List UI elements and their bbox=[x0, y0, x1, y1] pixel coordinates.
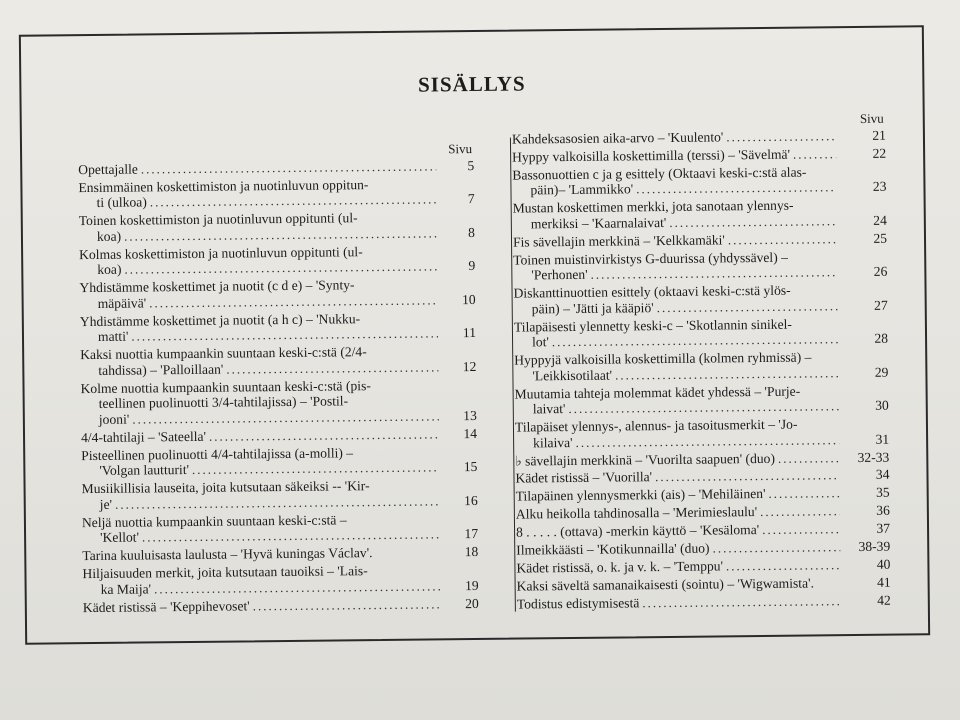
toc-page-number: 34 bbox=[875, 467, 890, 483]
toc-entry-title bbox=[514, 316, 838, 351]
toc-entry-text: je' bbox=[99, 496, 113, 512]
toc-page-number: 9 bbox=[468, 258, 476, 274]
toc-entry-text: 4/4-tahtilaji – 'Sateella' bbox=[80, 428, 207, 446]
toc-entry-title bbox=[79, 243, 437, 278]
toc-entry-text: Neljä nuottia kumpaankin suuntaan keski-c:stä – bbox=[81, 512, 347, 530]
page-column-label: Sivu bbox=[448, 141, 473, 157]
toc-entry-text: Alku heikolla tahdinosalla – 'Merimieslaulu' bbox=[515, 504, 758, 522]
toc-entry-title bbox=[80, 310, 438, 345]
dot-leader bbox=[142, 527, 440, 546]
toc-page-number: 42 bbox=[877, 592, 891, 608]
toc-entry-text: päin) – 'Jätti ja kääpiö' bbox=[531, 299, 654, 317]
toc-entry-line bbox=[81, 426, 439, 445]
right-entries bbox=[512, 128, 891, 612]
dot-leader bbox=[253, 596, 441, 614]
toc-entry-line bbox=[79, 192, 437, 211]
dot-leader bbox=[728, 231, 837, 248]
dot-leader bbox=[150, 192, 437, 211]
toc-entry-text: jooni' bbox=[98, 411, 130, 427]
toc-page-number: 11 bbox=[462, 325, 477, 341]
toc-entry-text: Yhdistämme koskettimet ja nuotit (a h c) – 'Nukku- bbox=[79, 311, 361, 329]
toc-entry-title bbox=[78, 158, 436, 177]
toc-entry-text: kilaiva' bbox=[533, 434, 573, 451]
toc-entry-text: Musiikillisia lauseita, joita kutsutaan säkeiksi -- 'Kir- bbox=[81, 478, 370, 497]
toc-entry bbox=[513, 230, 887, 250]
dot-leader bbox=[568, 398, 838, 416]
toc-entry-text: Hyppy valkoisilla koskettimilla (terssi) – 'Sävelmä' bbox=[512, 146, 791, 165]
toc-entry-text: 'Volgan lautturit' bbox=[99, 462, 190, 479]
toc-entry-line bbox=[516, 521, 840, 540]
toc-entry-text: Kahdeksasosien aika-arvo – 'Kuulento' bbox=[511, 129, 724, 147]
dot-leader bbox=[669, 213, 837, 230]
toc-entry bbox=[515, 416, 889, 451]
toc-page-number: 26 bbox=[873, 263, 888, 280]
toc-entry-text: koa) bbox=[97, 262, 122, 278]
toc-entry-line bbox=[80, 292, 438, 311]
dot-leader bbox=[726, 557, 841, 574]
toc-entry-title bbox=[516, 503, 840, 522]
toc-entry-line bbox=[79, 225, 437, 244]
toc-entry-line bbox=[516, 557, 840, 576]
toc-entry-title bbox=[78, 176, 436, 211]
toc-entry bbox=[79, 276, 475, 311]
toc-entry-text: merkiksi – 'Kaarnalaivat' bbox=[530, 214, 667, 232]
toc-entry-text: Kädet ristissä – 'Keppihevoset' bbox=[82, 597, 250, 615]
left-column bbox=[78, 140, 479, 618]
toc-entry-line bbox=[80, 359, 438, 378]
toc-entry-line bbox=[513, 264, 837, 283]
toc-entry-text: Kaksi nuottia kumpaankin suuntaan keski-c:stä (2/4- bbox=[80, 344, 367, 363]
toc-entry bbox=[516, 539, 890, 559]
toc-entry-line bbox=[517, 593, 841, 612]
toc-entry-title bbox=[515, 450, 839, 469]
toc-entry-text: laivat' bbox=[532, 401, 566, 417]
toc-entry bbox=[82, 544, 478, 564]
toc-entry-title bbox=[515, 383, 839, 418]
dot-leader bbox=[615, 365, 838, 383]
toc-entry-title bbox=[80, 344, 438, 379]
toc-entry-title bbox=[513, 282, 837, 317]
toc-page-number: 27 bbox=[874, 297, 888, 313]
toc-entry-text: Kädet ristissä – 'Vuorilla' bbox=[515, 469, 653, 487]
toc-page-number: 5 bbox=[467, 157, 475, 174]
toc-page-number: 38-39 bbox=[858, 538, 891, 554]
toc-entry-title bbox=[79, 277, 437, 312]
toc-entry bbox=[517, 592, 891, 612]
toc-entry bbox=[515, 382, 889, 417]
toc-entry bbox=[512, 146, 886, 166]
toc-entry-text: Pisteellinen puolinuotti 4/4-tahtilajissa (a-molli) – bbox=[81, 445, 354, 463]
toc-entry-line bbox=[80, 326, 438, 345]
toc-entry-line bbox=[512, 146, 836, 165]
toc-entry-line bbox=[515, 398, 839, 417]
toc-entry-line bbox=[83, 596, 441, 615]
toc-entry bbox=[78, 176, 474, 211]
toc-entry-title bbox=[82, 562, 440, 597]
toc-page-number: 32-33 bbox=[857, 449, 890, 465]
dot-leader bbox=[726, 128, 836, 145]
contents-frame bbox=[19, 25, 930, 644]
dot-leader bbox=[192, 460, 440, 478]
dot-leader bbox=[655, 468, 840, 486]
toc-entry-title bbox=[83, 596, 441, 615]
toc-entry-text: tahdissa) – 'Palloillaan' bbox=[98, 361, 224, 378]
toc-entry-title bbox=[516, 557, 840, 576]
toc-page-number: 40 bbox=[876, 556, 891, 572]
toc-entry bbox=[82, 477, 478, 512]
toc-page-number: 10 bbox=[461, 291, 476, 308]
toc-page-number: 8 bbox=[468, 224, 476, 241]
toc-entry bbox=[512, 128, 886, 148]
toc-entry bbox=[81, 444, 477, 479]
right-column bbox=[512, 110, 891, 614]
toc-entry-text: matti' bbox=[97, 329, 129, 345]
toc-entry bbox=[515, 467, 889, 487]
toc-entry-text: Opettajalle bbox=[78, 161, 138, 178]
toc-page-number: 20 bbox=[465, 595, 479, 611]
dot-leader bbox=[124, 259, 437, 278]
dot-leader bbox=[115, 493, 440, 512]
toc-entry-title bbox=[515, 416, 839, 451]
toc-page-number: 22 bbox=[872, 145, 887, 161]
toc-entry bbox=[516, 557, 890, 577]
toc-entry bbox=[83, 596, 479, 616]
toc-page-number: 41 bbox=[876, 574, 891, 590]
toc-entry-title bbox=[82, 511, 440, 546]
toc-page-number: 7 bbox=[467, 191, 475, 207]
toc-entry-line bbox=[515, 468, 839, 487]
toc-entry-line bbox=[513, 231, 837, 250]
toc-entry-text: Ensimmäinen koskettimiston ja nuotinluvun oppitun- bbox=[78, 176, 369, 196]
toc-page-number: 18 bbox=[464, 544, 479, 560]
toc-entry-line bbox=[514, 331, 838, 350]
toc-entry-title bbox=[516, 539, 840, 558]
toc-entry bbox=[80, 377, 476, 428]
dot-leader bbox=[576, 432, 840, 450]
page-title: SISÄLLYS bbox=[417, 71, 526, 97]
toc-entry-line bbox=[81, 408, 439, 427]
toc-page-number: 19 bbox=[464, 577, 479, 593]
toc-entry-title bbox=[512, 164, 836, 199]
dot-leader bbox=[149, 292, 438, 311]
toc-entry bbox=[80, 343, 476, 378]
toc-page-number: 15 bbox=[463, 459, 478, 475]
toc-entry bbox=[516, 521, 890, 541]
toc-entry bbox=[80, 310, 476, 345]
toc-entry-text: Kolmas koskettimiston ja nuotinluvun oppitunti (ul- bbox=[79, 244, 363, 262]
toc-entry-text: Diskanttinuottien esittely (oktaavi keski-c:stä ylös- bbox=[513, 282, 791, 301]
toc-entry-line bbox=[516, 503, 840, 522]
toc-entry-line bbox=[515, 432, 839, 451]
toc-entry-title bbox=[515, 468, 839, 487]
toc-entry-line bbox=[517, 575, 841, 594]
toc-entry-text: päin)– 'Lammikko' bbox=[530, 181, 634, 198]
dot-leader bbox=[154, 578, 441, 597]
toc-entry-text: ti (ulkoa) bbox=[96, 194, 147, 211]
toc-entry-title bbox=[513, 231, 837, 250]
toc-entry-line bbox=[82, 493, 440, 512]
toc-entry bbox=[79, 243, 475, 278]
toc-entry-text: ♭ sävellajin merkkinä – 'Vuorilta saapuen' (duo) bbox=[515, 450, 776, 469]
toc-entry-text: Kädet ristissä, o. k. ja v. k. – 'Temppu' bbox=[516, 558, 724, 576]
dot-leader bbox=[209, 426, 439, 444]
toc-entry-line bbox=[513, 213, 837, 232]
toc-page-number: 25 bbox=[873, 230, 888, 246]
left-entries bbox=[78, 158, 479, 615]
toc-entry-text: 8 . . . . . (ottava) -merkin käyttö – 'Kesäloma' bbox=[515, 522, 760, 540]
dot-leader bbox=[141, 158, 437, 177]
toc-page-number: 30 bbox=[875, 397, 889, 413]
toc-page-number: 28 bbox=[874, 330, 889, 347]
toc-entry-line bbox=[515, 450, 839, 469]
toc-entry-text: Kolme nuottia kumpaankin suuntaan keski-c:stä (pis- bbox=[80, 377, 371, 396]
toc-entry-text: Toinen muistinvirkistys G-duurissa (yhdyssävel) – bbox=[513, 249, 788, 268]
toc-entry-title bbox=[512, 128, 836, 147]
toc-entry-text: 'Kellot' bbox=[100, 529, 140, 546]
toc-page-number: 24 bbox=[873, 212, 887, 228]
toc-entry-line bbox=[512, 180, 836, 199]
toc-entry-text: Bassonuottien c ja g esittely (Oktaavi keski-c:stä alas- bbox=[512, 164, 807, 183]
toc-entry-title bbox=[82, 545, 440, 564]
toc-entry-text: Tilapäiset ylennys-, alennus- ja tasoitusmerkit – 'Jo- bbox=[514, 416, 798, 435]
toc-entry-text: lot' bbox=[531, 334, 549, 350]
toc-entry-title bbox=[80, 377, 438, 428]
toc-entry bbox=[514, 315, 888, 350]
toc-page-number: 35 bbox=[876, 484, 890, 501]
toc-entry-line bbox=[82, 545, 440, 564]
toc-entry bbox=[513, 282, 887, 317]
toc-entry bbox=[517, 574, 891, 594]
dot-leader bbox=[642, 593, 841, 611]
toc-entry-title bbox=[517, 593, 841, 612]
toc-entry bbox=[516, 503, 890, 523]
dot-leader bbox=[793, 146, 836, 162]
toc-entry bbox=[512, 163, 886, 198]
toc-entry-text: Tarina kuuluisasta laulusta – 'Hyvä kuningas Václav'. bbox=[82, 545, 373, 564]
dot-leader bbox=[657, 298, 838, 315]
toc-entry-text: Kaksi säveltä samanaikaisesti (sointu) – 'Wigwamista'. bbox=[516, 575, 815, 594]
toc-entry-line bbox=[82, 527, 440, 546]
toc-entry-text: Fis sävellajin merkkinä – 'Kelkkamäki' bbox=[512, 232, 725, 250]
toc-entry-title bbox=[82, 478, 440, 513]
toc-entry-title bbox=[81, 444, 439, 479]
toc-entry-title bbox=[514, 349, 838, 384]
toc-entry-text: Tilapäinen ylennysmerkki (ais) – 'Mehiläinen' bbox=[515, 486, 766, 504]
toc-entry-title bbox=[513, 249, 837, 284]
dot-leader bbox=[712, 539, 840, 556]
toc-entry bbox=[82, 562, 478, 597]
toc-entry bbox=[82, 511, 478, 546]
page-column-label: Sivu bbox=[859, 110, 884, 126]
toc-page-number: 29 bbox=[874, 364, 889, 380]
dot-leader bbox=[778, 450, 840, 466]
toc-entry-text: Muutamia tahteja molemmat kädet yhdessä – 'Purje- bbox=[514, 383, 801, 402]
toc-entry-title bbox=[517, 575, 841, 594]
dot-leader bbox=[636, 180, 836, 198]
toc-entry-text: Hyppyjä valkoisilla koskettimilla (kolmen ryhmissä) – bbox=[514, 349, 812, 368]
toc-entry bbox=[81, 426, 477, 446]
toc-page-number: 21 bbox=[872, 127, 887, 143]
toc-entry-text: Yhdistämme koskettimet ja nuotit (c d e) – 'Synty- bbox=[79, 277, 355, 296]
toc-entry-line bbox=[83, 578, 441, 597]
toc-entry-title bbox=[513, 197, 837, 232]
toc-page-number: 17 bbox=[464, 526, 479, 542]
toc-entry-text: 'Perhonen' bbox=[531, 267, 588, 283]
toc-entry bbox=[513, 248, 887, 283]
toc-entry-text: Mustan koskettimen merkki, jota sanotaan ylennys- bbox=[512, 197, 794, 216]
toc-entry-text: Ilmeikkäästi – 'Kotikunnailla' (duo) bbox=[516, 540, 710, 558]
toc-entry-text: koa) bbox=[96, 228, 122, 244]
toc-entry-title bbox=[79, 210, 437, 245]
toc-page-number: 13 bbox=[463, 407, 477, 424]
toc-entry bbox=[515, 449, 889, 469]
dot-leader bbox=[226, 359, 438, 377]
toc-entry-line bbox=[78, 158, 436, 177]
toc-page-number: 16 bbox=[464, 492, 478, 508]
toc-entry-line bbox=[512, 128, 836, 147]
toc-page-number: 12 bbox=[462, 358, 477, 375]
toc-entry bbox=[514, 349, 888, 384]
toc-page-number: 37 bbox=[876, 520, 891, 536]
toc-entry-line bbox=[514, 365, 838, 384]
toc-page-number: 31 bbox=[875, 431, 890, 447]
toc-entry-line bbox=[516, 539, 840, 558]
toc-entry-line bbox=[81, 460, 439, 479]
toc-entry bbox=[513, 197, 887, 232]
toc-entry-text: mäpäivä' bbox=[97, 295, 147, 311]
toc-entry-text: 'Leikkisotilaat' bbox=[532, 367, 613, 384]
toc-entry-title bbox=[516, 521, 840, 540]
toc-entry bbox=[516, 485, 890, 505]
toc-entry-text: Todistus edistymisestä bbox=[516, 594, 640, 612]
toc-entry bbox=[79, 209, 475, 244]
toc-entry-line bbox=[79, 259, 437, 278]
toc-entry-text: teellinen puolinuotti 3/4-tahtilajissa) – 'Postil- bbox=[98, 393, 349, 412]
toc-page-number: 23 bbox=[872, 179, 887, 195]
toc-page-number: 14 bbox=[463, 425, 478, 441]
toc-page-number: 36 bbox=[876, 502, 890, 519]
toc-entry-text: Hiljaisuuden merkit, joita kutsutaan tauoiksi – 'Lais- bbox=[82, 563, 368, 582]
toc-entry-line bbox=[514, 298, 838, 317]
dot-leader bbox=[768, 486, 839, 502]
toc-entry-text: Tilapäisesti ylennetty keski-c – 'Skotlannin sinikel- bbox=[513, 316, 792, 335]
dot-leader bbox=[552, 331, 838, 350]
toc-entry-title bbox=[81, 426, 439, 445]
dot-leader bbox=[132, 408, 439, 427]
dot-leader bbox=[131, 326, 438, 345]
dot-leader bbox=[760, 503, 840, 519]
toc-entry-text: Toinen koskettimiston ja nuotinluvun oppitunti (ul- bbox=[78, 210, 358, 229]
dot-leader bbox=[124, 225, 437, 244]
toc-entry bbox=[78, 158, 474, 178]
dot-leader bbox=[762, 521, 840, 537]
dot-leader bbox=[591, 264, 838, 282]
toc-entry-title bbox=[512, 146, 836, 165]
toc-entry-text: ka Maija' bbox=[100, 581, 152, 597]
toc-entry-title bbox=[516, 486, 840, 505]
toc-entry-line bbox=[516, 486, 840, 505]
